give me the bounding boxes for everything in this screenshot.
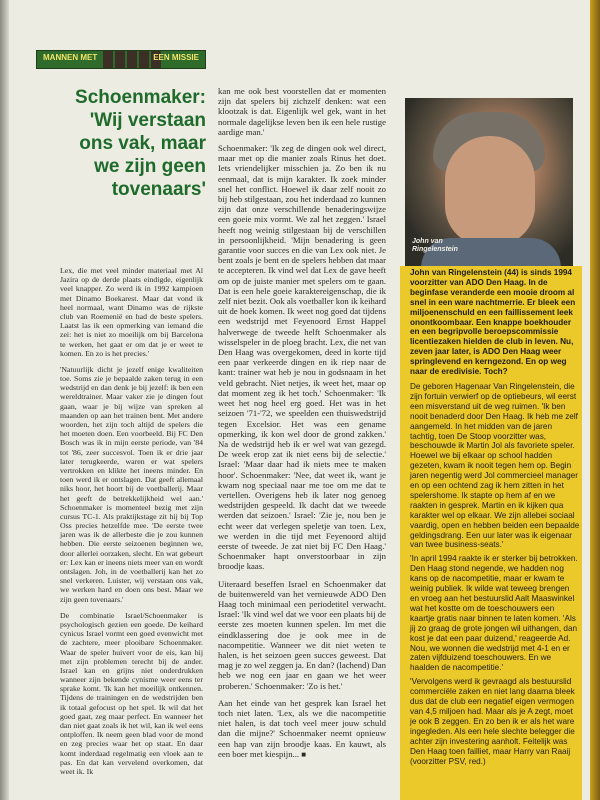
photo-caption: John van Ringelenstein: [412, 238, 458, 253]
sidebar-paragraph: 'In april 1994 raakte ik er sterker bij betrokken. Den Haag stond negende, we hadden nog kans op de nacompetitie, maar er kwam te weinig publiek. Ik wilde wat teweeg brengen en vroeg aan het bestuurslid Aalt Maaswinkel wat het kostte om de toeschouwers een kaartje gratis naar binnen te laten komen. 'Als jij zo graag de grote jongen wil uithangen, dan kost je dat een paar duizend,' reageerde Ad. Nou, we wonnen die wedstrijd met 4-1 en er zaten vijfduizend toeschouwers. En we haalden de nacompetitie.': [410, 554, 578, 673]
section-tag-left: MANNEN MET: [43, 53, 98, 62]
sidebar-text: [410, 268, 580, 770]
column1-paragraph: 'Natuurlijk dicht je jezelf enige kwaliteiten toe. Soms zie je bepaalde zaken terug in een wedstrijd en dan denk je bij jezelf: ik ben een wereldtrainer. Maar vaker zie je dingen fout gaan, waar je bij wijze van spreken al maanden op aan het trainen bent. Met andere woorden, het zijn toch altijd de spelers die het moeten doen. Een voorbeeld. Bij FC Den Bosch was ik in mijn eerste periode, van '84 tot '86, zeer succesvol. Toen ik er drie jaar later terugkeerde, waren er wat spelers vertrokken en klikte het ineens minder. En toen werd ik er ontslagen. Dat geeft allemaal niks hoor, het hoort bij de voetballerij. Maar het geeft de betrekkelijkheid wel aan.' Schoenmaker is momenteel bezig met zijn cursus TC-1. Als praktijkstage zit hij bij Top Oss precies hetzelfde mee. 'De eerste twee jaren was ik de allerbeste die je zou kunnen hebben. Die eerste seizoenen beginnen we, door allerlei oorzaken, slecht. En wat gebeurt er: Lex kan er ineens niets meer van en wordt ontslagen. Joh, in de voetballerij kan het zo snel verkeren. Luister, wij verstaan ons vak, we werken hard en doen ons best. Maar we zijn geen tovenaars.': [60, 364, 203, 604]
column1-paragraph: De combinatie Israel/Schoenmaker is psychologisch gezien een goede. De keihard cynicus Israel vormt een goed evenwicht met de zachtere, meer plooibare Schoenmaker. Waar de speler huivert voor de eis, kan hij met zijn problemen terecht bij de ander. Israel kan en grijns niet onderdrukken wanneer zijn bekende cynisme weer eens ter sprake komt. 'Ik kan het moeilijk ontkennen. Tijdens de trainingen en de wedstrijden ben ik totaal gefocust op het spel. Ik wil dat het goed gaat, zeg maar perfect. En wanneer het dan niet gaat zoals ik het wil, kan ik wel eens ontploffen. Ik neem geen blad voor de mond en zeg precies waar het op staat. En daar komt inderdaad regelmatig een vloek aan te pas. En dat kan vervelend overkomen, dat weet ik. Ik: [60, 610, 203, 776]
article-column-2: [218, 86, 386, 767]
column2-last-text: Aan het einde van het gesprek kan Israel het toch niet laten. 'Lex, als we die nacompetitie niet halen, is dat toch veel meer jouw schuld dan die mijne?' Schoenmaker neemt opnieuw een hap van zijn broodje kaas. En kauwt, als een boer met kiespijn...: [218, 697, 386, 759]
end-of-article-mark: ■: [301, 749, 307, 759]
portrait-face: [445, 136, 535, 246]
header-group-photo: [101, 50, 161, 69]
page-edge-strip: [590, 0, 600, 800]
column2-paragraph: [218, 698, 386, 760]
column1-paragraph: Lex, die met veel minder materiaal met Al Jazira op de derde plaats eindigde, eigenlijk veel knapper. Zo werd ik in 1992 kampioen met Dinamo Boekarest. Maar dat vond ik heel normaal, want Dinamo was de rijkste club van Roemenië en had de beste spelers. Laatst las ik een opmerking van iemand die zei: het is niet zo moeilijk om bij Barcelona te werken, het gaat er om dat je er weet te komen. En zo is het precies.': [60, 266, 203, 358]
sidebar-paragraph: 'Vervolgens werd ik gevraagd als bestuurslid commerciële zaken en niet lang daarna bleek dus dat de club een negatief eigen vermogen van 4,5 miljoen had. Maar als je A zegt, moet je ook B zeggen. En zo ben ik er als het ware ingegleden. Als een hele slechte belegger die achter zijn investering aanholt. Feitelijk was Den Haag toen failliet, maar Harry van Raaij (voorzitter PSV, red.): [410, 677, 575, 766]
section-header-tag: [36, 50, 206, 69]
column2-continuation: kan me ook best voorstellen dat er momenten zijn dat spelers bij zichzelf denken: wat een klootzak is dat. Eigenlijk wel gek, want in het normale dagelijkse leven ben ik een hele rustige aardige man.': [218, 86, 386, 137]
column2-paragraph: Schoenmaker: 'Ik zeg de dingen ook wel direct, maar met op die manier zoals Rinus het doet. Iets vriendelijker misschien ja. Zo ben ik nu eenmaal, dat is mijn karakter. Ik zoek minder snel het conflict. Hoewel ik daar zelf nooit zo bij heb stilgestaan, zou het inderdaad zo kunnen zijn dat onze verschillende benaderingswijze een goeie mix vormt. We zal het zeggen.' Israel heeft nog weinig stilgestaan bij de verschillen in persoonlijkheid. 'Mijn benadering is geen garantie voor succes en die van Lex ook niet. Je bent zoals je bent en de spelers hebben dat maar te accepteren. Ik vind wel dat Lex de gave heeft om op de juiste manier met spelers om te gaan. Dat is een hele goeie karaktereigenschap, die ik zelf niet bezit. Ook als voetballer kon ik keihard uit de hoek komen. Ik weet nog goed dat tijdens een wedstrijd met Feyenoord Ernst Happel halverwege de tweede helft Schoenmaker als wisselspeler in de ploeg bracht. Lex, die net van Den Haag was overgekomen, deed in korte tijd een paar verkeerde dingen en ik riep naar de kant: trainer wat heb je nou in godsnaam in het veld gebracht. Niet netjes, ik weet het, maar op dat moment zeg ik het toch.' Schoenmaker: 'Ik weet het nog heel erg goed. Het was in het seizoen '71-'72, we speelden een thuiswedstrijd tegen Excelsior. Het was een gename opmerking, ik kon wel door de grond zakken.' Na de wedstrijd heb ik er wel wat van gezegd. De week erop zat ik niet eens bij de selectie.' Israel: 'Maar daar had ik niets mee te maken hoor'. Schoenmaker: 'Nee, dat weet ik, want je kwam nog speciaal naar me toe om me dat te vertellen. Overigens heb ik later nog genoeg wedstrijden gespeeld. Ik dacht dat we tweede werden dat seizoen.' Israel: 'Zie je, nou ben je echt weer dat verlegen speletje van toen. Lex, we werden in die tijd met Feyenoord altijd eerste of tweede. Je zat niet bij FC Den Haag.' Schoenmaker hapt onverstoorbaar in zijn broodje kaas.: [218, 143, 386, 572]
article-column-1: [60, 266, 203, 783]
column2-paragraph: Uiteraard beseffen Israel en Schoenmaker dat de buitenwereld van het vernieuwde ADO Den Haag toch minimaal een periodetitel verwacht. Israel: 'Ik vind wel dat we voor een plaats bij de eerste zes moeten kunnen spelen. Im met die eindklassering doe je ook mee in de nacompetitie. Wanneer we dit niet weten te halen, is het seizoen geen succes geweest. Dat mag je zo wel zeggen ja. En dan? (lachend) Dan heb we nog een jaar en gaan we het weer proberen.' Schoenmaker: 'Zo is het.': [218, 578, 386, 691]
sidebar-paragraph: De geboren Hagenaar Van Ringelenstein, die zijn fortuin verwierf op de optiebeurs, wil eerst een misverstand uit de weg ruimen. 'Ik ben nooit benaderd door Den Haag. Ik heb me zelf aangemeld. In het midden van de jaren tachtig, toen De Stoop voorzitter was, beschouwde ik Martin Jol als favoriete speler. Hoewel we bij elkaar op school hadden gezeten, kwam ik nooit tegen hem op. Begin jaren negentig werd Jol commercieel manager en op een ochtend zag ik hem zitten in het spelershome. Ik stapte op hem af en we raakten in gesprek. Martin en ik kijken qua karakter wel op elkaar. We zijn allebei sociaal vaardig, open en hebben beiden een bepaalde geldingsdrang. Een uur later was ik eigenaar van twee business-seats.': [410, 381, 580, 550]
article-title: Schoenmaker: 'Wij verstaan ons vak, maar we zijn geen tovenaars': [75, 87, 206, 200]
section-tag-right: EEN MISSIE: [153, 53, 199, 62]
page-spine: [0, 0, 9, 800]
sidebar-intro: John van Ringelenstein (44) is sinds 1994 voorzitter van ADO Den Haag. In de beginfase veranderde een mooie droom al snel in een ware nachtmerrie. Er bleek een miljoenenschuld en een faillissement leek onontkoombaar. Een knappe boekhouder en een begripvolle beroepscommissie licentiezaken hielden de club in leven. Nu, zeven jaar later, is ADO Den Haag weer springlevend en kerngezond. En op weg naar de eredivisie. Toch?: [410, 268, 576, 377]
